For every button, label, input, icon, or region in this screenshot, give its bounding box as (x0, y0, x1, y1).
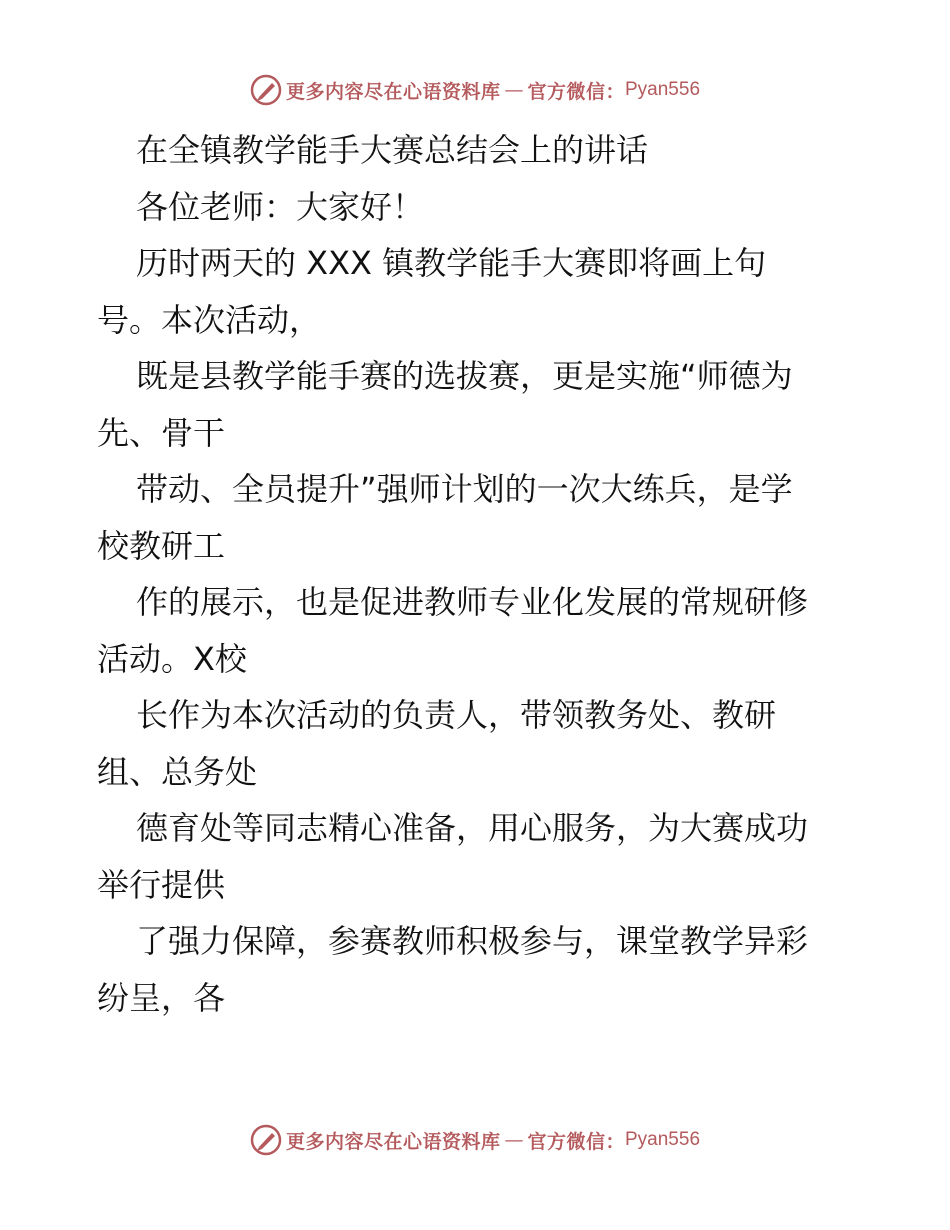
paragraph-line: 活动。X校 (97, 639, 247, 678)
footer-watermark (0, 1120, 950, 1160)
header-watermark (0, 70, 950, 110)
footer-dash: — (504, 1129, 524, 1151)
paragraph-line: 长作为本次活动的负责人，带领教务处、教研 (136, 696, 777, 734)
paragraph-line: 了强力保障，参赛教师积极参与，课堂教学异彩 (136, 922, 809, 960)
paragraph-line: 德育处等同志精心准备，用心服务，为大赛成功 (136, 809, 809, 847)
greeting-line: 各位老师：大家好！ (136, 187, 425, 226)
footer-wechat-id: Pyan556 (625, 1129, 701, 1150)
paragraph-line: 带动、全员提升”强师计划的一次大练兵，是学 (136, 470, 793, 508)
footer-site-text: 更多内容尽在心语资料库 (285, 1130, 501, 1153)
paragraph-line: 校教研工 (97, 526, 226, 565)
document-title: 在全镇教学能手大赛总结会上的讲话 (136, 131, 649, 169)
document-body (97, 122, 867, 1026)
pen-logo-icon (250, 74, 282, 106)
header-wechat-label: 官方微信： (527, 80, 625, 103)
pen-logo-icon (250, 1124, 282, 1156)
paragraph-line: 号。本次活动， (97, 300, 322, 339)
paragraph-line: 既是县教学能手赛的选拔赛，更是实施“师德为 (136, 357, 793, 395)
paragraph-line: 举行提供 (97, 865, 226, 904)
header-site-text: 更多内容尽在心语资料库 (285, 80, 501, 103)
paragraph-line: 作的展示，也是促进教师专业化发展的常规研修 (136, 583, 809, 621)
paragraph-line: 历时两天的 XXX 镇教学能手大赛即将画上句 (136, 244, 767, 282)
paragraph-line: 先、骨干 (97, 413, 226, 452)
paragraph-line: 组、总务处 (97, 752, 258, 791)
header-dash: — (504, 79, 524, 101)
header-wechat-id: Pyan556 (625, 79, 701, 100)
footer-wechat-label: 官方微信： (527, 1130, 625, 1153)
paragraph-line: 纷呈，各 (97, 978, 226, 1017)
